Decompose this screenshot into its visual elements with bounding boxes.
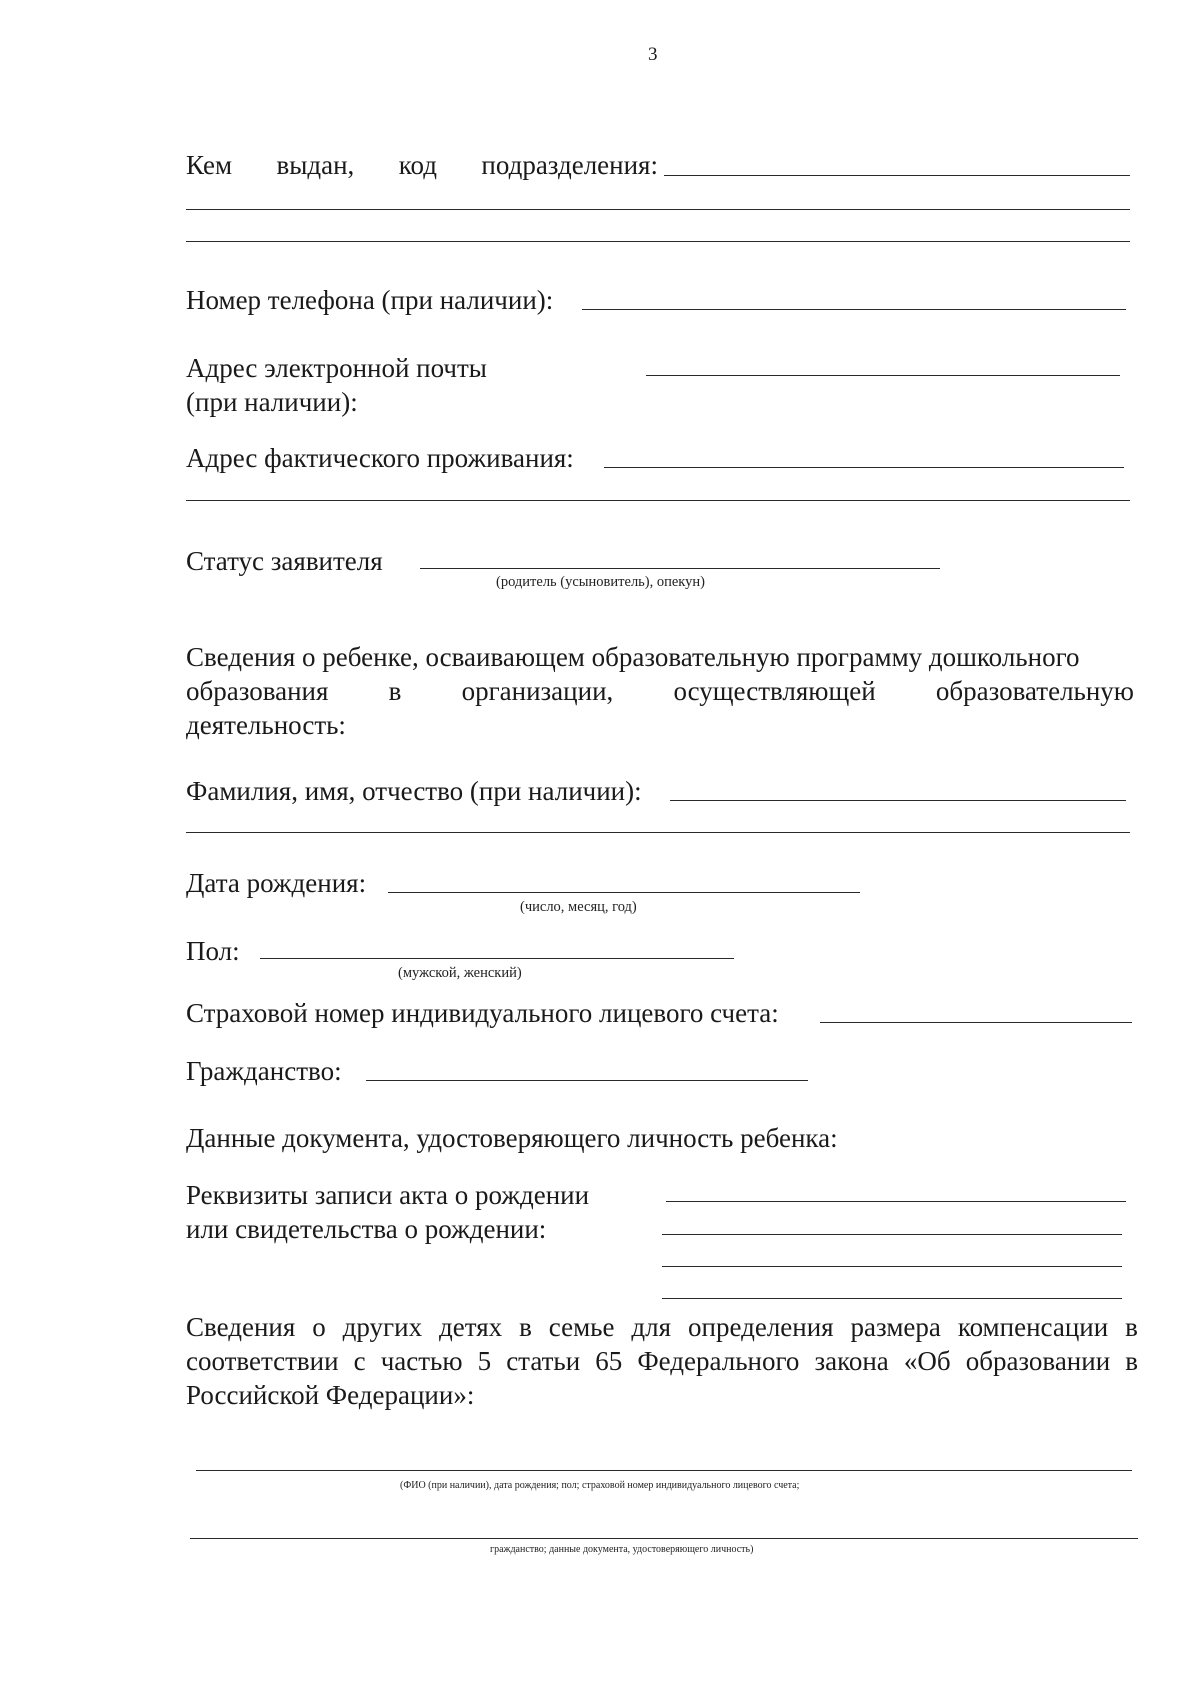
birth-date-label: Дата рождения: <box>186 868 367 898</box>
other-children-line-2 <box>186 1344 1138 1378</box>
other-children-field-line-2[interactable] <box>190 1538 1138 1539</box>
status-hint: (родитель (усыновитель), опекун) <box>496 574 705 590</box>
other-children-word: «Об <box>903 1346 951 1376</box>
address-field-line-1[interactable] <box>604 467 1124 468</box>
other-children-line-1 <box>186 1310 1138 1344</box>
child-fio-field-line-1[interactable] <box>670 800 1126 801</box>
phone-field-line[interactable] <box>582 309 1126 310</box>
issued-by-label <box>186 148 658 182</box>
child-section-line-1: Сведения о ребенке, осваивающем образовательную программу дошкольного <box>186 642 1080 672</box>
other-children-word: в <box>519 1312 532 1342</box>
other-children-word: семье <box>548 1312 615 1342</box>
other-children-word: частью <box>380 1346 463 1376</box>
issued-by-field-line-2[interactable] <box>186 209 1130 210</box>
child-section-word: осуществляющей <box>673 676 876 706</box>
birth-record-field-line-1[interactable] <box>666 1201 1126 1202</box>
sex-hint: (мужской, женский) <box>398 965 522 981</box>
email-label-line-1: Адрес электронной почты <box>186 353 487 383</box>
other-children-word: Сведения <box>186 1312 296 1342</box>
other-children-word: 65 <box>595 1346 623 1376</box>
child-document-label: Данные документа, удостоверяющего личность ребенка: <box>186 1123 838 1153</box>
birth-date-hint: (число, месяц, год) <box>520 899 637 915</box>
other-children-word: компенсации <box>957 1312 1109 1342</box>
other-children-hint-2: гражданство; данные документа, удостоверяющего личность) <box>490 1544 754 1555</box>
other-children-word: в <box>1125 1312 1138 1342</box>
child-section-word: организации, <box>461 676 614 706</box>
other-children-line-3: Российской Федерации»: <box>186 1380 475 1410</box>
birth-date-field-line[interactable] <box>388 892 860 893</box>
birth-record-label-line-1: Реквизиты записи акта о рождении <box>186 1180 590 1210</box>
page-number: 3 <box>648 44 658 65</box>
address-field-line-2[interactable] <box>186 500 1130 501</box>
child-fio-field-line-2[interactable] <box>186 832 1130 833</box>
issued-by-field-line-1[interactable] <box>664 175 1130 176</box>
other-children-field-line-1[interactable] <box>196 1470 1132 1471</box>
child-section-line-2 <box>186 674 1134 708</box>
child-section-word: образования <box>186 676 329 706</box>
email-label-line-2: (при наличии): <box>186 387 358 417</box>
other-children-word: закона <box>814 1346 889 1376</box>
other-children-word: статьи <box>506 1346 581 1376</box>
other-children-word: для <box>631 1312 672 1342</box>
issued-by-word: подразделения: <box>481 150 658 180</box>
issued-by-field-line-3[interactable] <box>186 241 1130 242</box>
other-children-word: размера <box>850 1312 941 1342</box>
citizenship-field-line[interactable] <box>366 1080 808 1081</box>
address-label: Адрес фактического проживания: <box>186 443 574 473</box>
other-children-word: с <box>353 1346 366 1376</box>
child-section-word: в <box>388 676 402 706</box>
other-children-word: Федерального <box>637 1346 800 1376</box>
other-children-word: 5 <box>477 1346 492 1376</box>
birth-record-field-line-4[interactable] <box>662 1298 1122 1299</box>
sex-field-line[interactable] <box>260 958 734 959</box>
birth-record-label-line-2: или свидетельства о рождении: <box>186 1214 547 1244</box>
status-field-line[interactable] <box>420 568 940 569</box>
email-field-line[interactable] <box>646 375 1120 376</box>
snils-field-line[interactable] <box>820 1022 1132 1023</box>
other-children-hint-1: (ФИО (при наличии), дата рождения; пол; страховой номер индивидуального лицевого счета; <box>400 1480 800 1491</box>
other-children-word: о <box>312 1312 326 1342</box>
phone-label: Номер телефона (при наличии): <box>186 285 554 315</box>
birth-record-field-line-2[interactable] <box>662 1234 1122 1235</box>
issued-by-word: Кем <box>186 150 233 180</box>
status-label: Статус заявителя <box>186 546 383 576</box>
snils-label: Страховой номер индивидуального лицевого счета: <box>186 998 779 1028</box>
issued-by-word: код <box>398 150 437 180</box>
other-children-word: других <box>342 1312 423 1342</box>
citizenship-label: Гражданство: <box>186 1056 342 1086</box>
other-children-word: детях <box>439 1312 503 1342</box>
birth-record-field-line-3[interactable] <box>662 1266 1122 1267</box>
issued-by-word: выдан, <box>276 150 355 180</box>
child-section-line-3: деятельность: <box>186 710 346 740</box>
other-children-word: в <box>1125 1346 1138 1376</box>
sex-label: Пол: <box>186 936 240 966</box>
child-fio-label: Фамилия, имя, отчество (при наличии): <box>186 776 642 806</box>
other-children-word: соответствии <box>186 1346 339 1376</box>
other-children-word: образовании <box>965 1346 1111 1376</box>
other-children-word: определения <box>688 1312 834 1342</box>
child-section-word: образовательную <box>935 676 1134 706</box>
